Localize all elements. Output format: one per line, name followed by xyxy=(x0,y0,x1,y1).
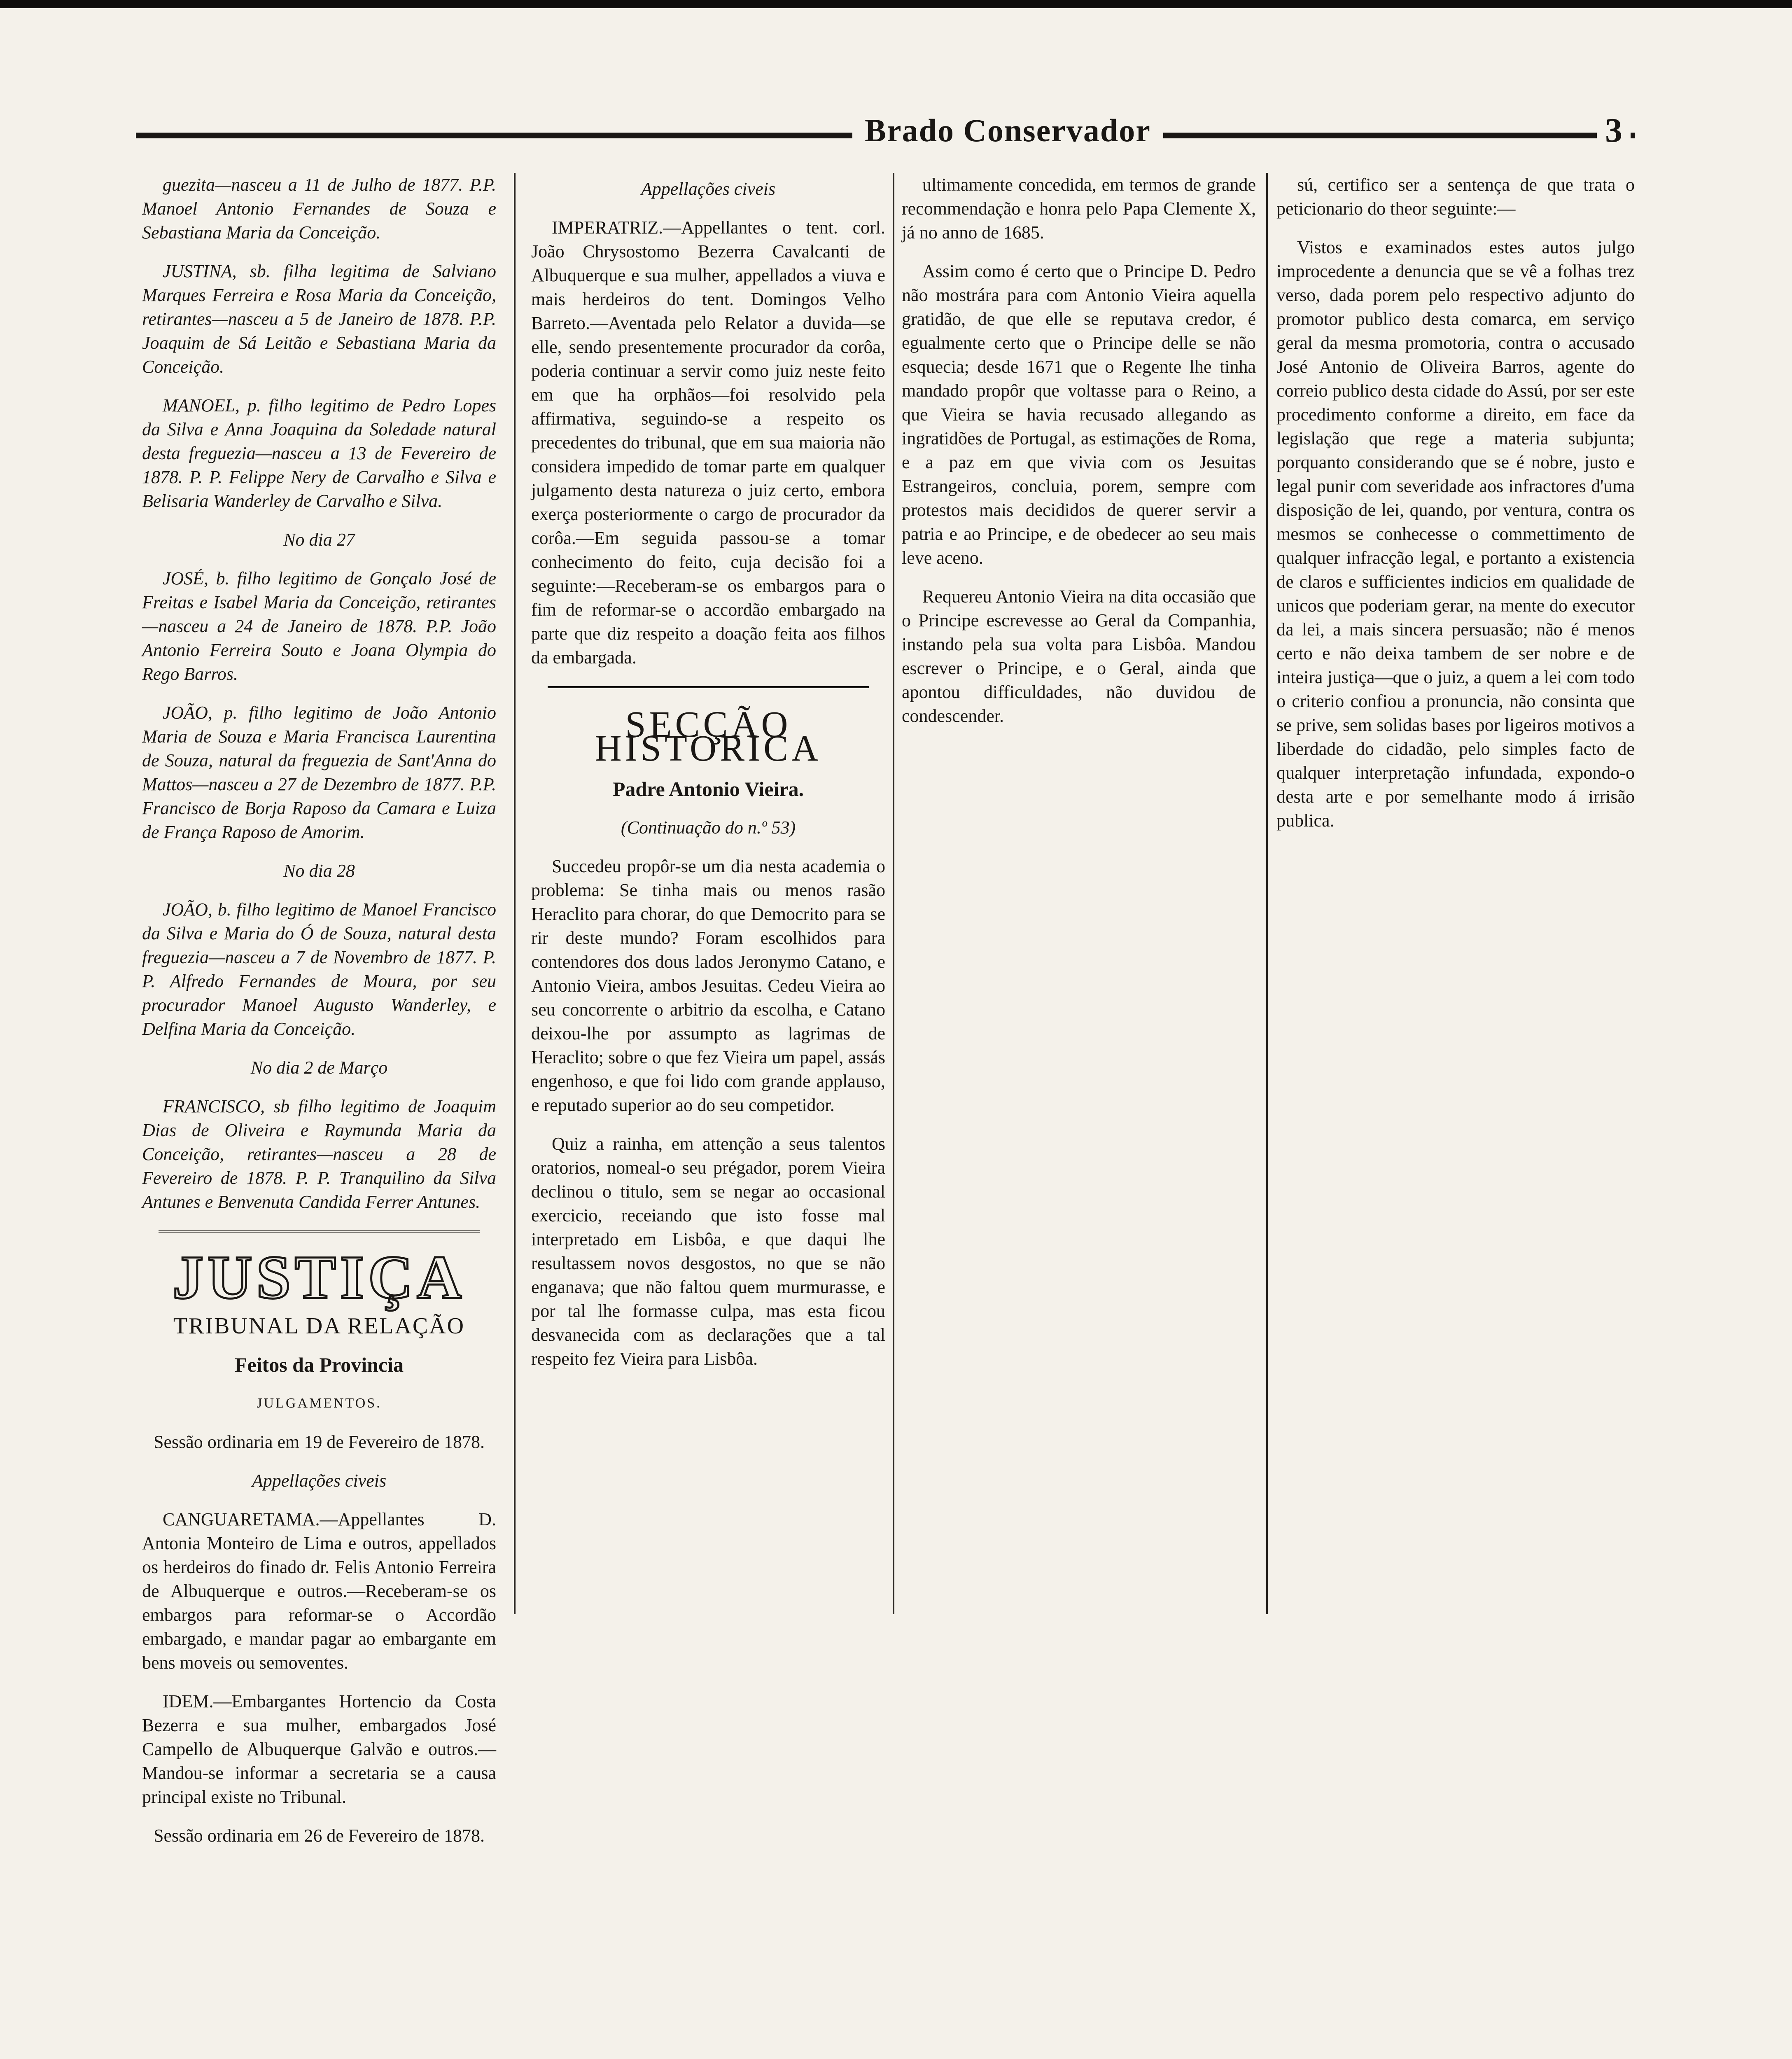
page-header xyxy=(136,107,1635,152)
session-date: Sessão ordinaria em 19 de Fevereiro de 1878. xyxy=(154,1432,485,1452)
article-paragraph: Quiz a rainha, em attenção a seus talentos oratorios, nomeal-o seu prégador, porem Vieira declinou o titulo, sem se negar ao occasional exercicio, receiando que isto fosse mal interpretado em Lisbôa, e que daqui lhe resultassem novos desgostos, no que se não enganava; que não faltou quem murmurasse, e por tal lhe formasse culpa, mas esta ficou desvanecida com as declarações que a tal respeito fez Vieira para Lisbôa. xyxy=(531,1134,885,1369)
article-paragraph: Requereu Antonio Vieira na dita occasião que o Principe escrevesse ao Geral da Companhia, instando pela sua volta para Lisbôa. Mandou escrever o Principe, e o Geral, ainda que apontou difficuldades, não duvidou de condescender. xyxy=(902,586,1256,726)
date-heading: No dia 27 xyxy=(283,530,355,550)
page-number: 3 xyxy=(1597,110,1631,150)
section-separator xyxy=(159,1230,480,1233)
baptism-entry: guezita—nasceu a 11 de Julho de 1877. P.P. Manoel Antonio Fernandes de Souza e Sebastiana Maria da Conceição. xyxy=(142,175,496,243)
sentence-paragraph: sú, certifico ser a sentença de que trata o peticionario do theor seguinte:— xyxy=(1276,175,1635,219)
baptism-entry: JOÃO, p. filho legitimo de João Antonio Maria de Souza e Maria Francisca Laurentina de Souza, natural da freguezia de Sant'Anna do Mattos—nasceu a 27 de Dezembro de 1877. P.P. Francisco de Borja Raposo da Camara e Luiza de França Raposo de Amorim. xyxy=(142,703,496,842)
top-border xyxy=(0,0,1792,8)
case-entry: IDEM.—Embargantes Hortencio da Costa Bezerra e sua mulher, embargados José Campello de Albuquerque Galvão e outros.—Mandou-se informar a secretaria se a causa principal existe no Tribunal. xyxy=(142,1691,496,1807)
newspaper-title: Brado Conservador xyxy=(852,112,1163,149)
column-2 xyxy=(531,173,885,1386)
justica-heading: JUSTIÇA xyxy=(173,1243,466,1312)
article-paragraph: ultimamente concedida, em termos de grande recommendação e honra pelo Papa Clemente X, já no anno de 1685. xyxy=(902,175,1256,243)
julgamentos-heading: JULGAMENTOS. xyxy=(257,1396,382,1411)
column-4 xyxy=(1276,173,1635,847)
column-1 xyxy=(142,173,496,1863)
column-divider xyxy=(893,173,894,1614)
historical-section-heading: SECÇÃO HISTORICA xyxy=(595,704,822,769)
article-paragraph: Assim como é certo que o Principe D. Pedro não mostrára para com Antonio Vieira aquella gratidão, de que elle se reputava credor, é egualmente certo que o Principe delle se não esquecia; desde 1671 que o Regente lhe tinha mandado propôr que voltasse para o Reino, a que Vieira se havia recusado allegando as ingratidões de Portugal, as estimações de Roma, e a paz em que vivia com os Jesuitas Estrangeiros, concluia, porem, sempre com protestos mais decididos de querer servir a patria e ao Principe, e de obedecer ao seu mais leve aceno. xyxy=(902,261,1256,568)
baptism-entry: JOSÉ, b. filho legitimo de Gonçalo José de Freitas e Isabel Maria da Conceição, retirantes—nasceu a 24 de Janeiro de 1878. P.P. João Antonio Ferreira Souto e Joana Olympia do Rego Barros. xyxy=(142,568,496,684)
feitos-heading: Feitos da Provincia xyxy=(234,1353,404,1376)
appeals-heading: Appellações civeis xyxy=(252,1471,387,1491)
baptism-entry: JUSTINA, sb. filha legitima de Salviano Marques Ferreira e Rosa Maria da Conceição, retirantes—nasceu a 5 de Janeiro de 1878. P.P. Joaquim de Sá Leitão e Sebastiana Maria da Conceição. xyxy=(142,261,496,377)
case-entry: IMPERATRIZ.—Appellantes o tent. corl. João Chrysostomo Bezerra Cavalcanti de Albuquerque e sua mulher, appellados a viuva e mais herdeiros do tent. Domingos Velho Barreto.—Aventada pelo Relator a duvida—se elle, sendo presentemente procurador da corôa, poderia continuar a servir como juiz neste feito em que ha orphãos—foi resolvido pela affirmativa, seguindo-se a respeito os precedentes do tribunal, que em sua maioria não considera impedido de tomar parte em qualquer julgamento desta natureza o juiz certo, embora exerça posteriormente o cargo de procurador da corôa.—Em seguida passou-se a tomar conhecimento do feito, cuja decisão foi a seguinte:—Receberam-se os embargos para o fim de reformar-se o accordão embargado na parte que diz respeito a doação feita aos filhos da embargada. xyxy=(531,217,885,668)
column-divider xyxy=(1266,173,1268,1614)
baptism-entry: MANOEL, p. filho legitimo de Pedro Lopes da Silva e Anna Joaquina da Soledade natural desta freguezia—nasceu a 13 de Fevereiro de 1878. P. P. Felippe Nery de Carvalho e Silva e Belisaria Wanderley de Carvalho e Silva. xyxy=(142,395,496,511)
session-date: Sessão ordinaria em 26 de Fevereiro de 1878. xyxy=(154,1826,485,1846)
date-heading: No dia 2 de Março xyxy=(250,1058,388,1078)
baptism-entry: FRANCISCO, sb filho legitimo de Joaquim Dias de Oliveira e Raymunda Maria da Conceição, retirantes—nasceu a 28 de Fevereiro de 1878. P. P. Tranquilino da Silva Antunes e Benvenuta Candida Ferrer Antunes. xyxy=(142,1096,496,1212)
article-paragraph: Succedeu propôr-se um dia nesta academia o problema: Se tinha mais ou menos rasão Heraclito para chorar, do que Democrito para se rir deste mundo? Foram escolhidos para contendores dos dous lados Jeronymo Catano, e Antonio Vieira, ambos Jesuitas. Cedeu Vieira ao seu concorrente o arbitrio da escolha, e Catano deixou-lhe por assumpto as lagrimas de Heraclito; sobre o que fez Vieira um papel, assás engenhoso, e que foi lido com grande applauso, e reputado superior ao do seu competidor. xyxy=(531,856,885,1115)
date-heading: No dia 28 xyxy=(283,861,355,881)
column-3 xyxy=(902,173,1256,743)
baptism-entry: JOÃO, b. filho legitimo de Manoel Francisco da Silva e Maria do Ó de Souza, natural desta freguezia—nasceu a 7 de Novembro de 1877. P. P. Alfredo Fernandes de Moura, por seu procurador Manoel Augusto Wanderley, e Delfina Maria da Conceição. xyxy=(142,899,496,1039)
appeals-heading: Appellações civeis xyxy=(641,179,776,199)
column-divider xyxy=(514,173,516,1614)
article-title: Padre Antonio Vieira. xyxy=(612,777,804,801)
section-separator xyxy=(548,686,869,688)
sentence-paragraph: Vistos e examinados estes autos julgo improcedente a denuncia que se vê a folhas trez verso, dada porem pelo respectivo adjunto do promotor publico desta comarca, em serviço geral da mesma promotoria, contra o accusado José Antonio de Oliveira Barros, agente do correio publico desta cidade do Assú, por ser este procedimento conforme a direito, em face da legislação que rege a materia subjunta; porquanto considerando que se é nobre, justo e legal punir com severidade aos infractores d'uma disposição de lei, quando, por ventura, contra os mesmos se conhecesse o commettimento de qualquer infracção legal, e portanto a existencia de claros e sufficientes indicios em qualidade de unicos que poderiam gerar, na mente do executor da lei, a mais sincera persuasão; não é menos certo e não deixa tambem de ser nobre e de inteira justiça—que o juiz, a quem a lei com todo o criterio confiou a pronuncia, não consinta que se prive, sem solidas bases por ligeiros motivos a liberdade do cidadão, pelo simples facto de qualquer interpretação infundada, expondo-o desta arte e por semelhante modo á irrisão publica. xyxy=(1276,237,1635,831)
tribunal-heading: TRIBUNAL DA RELAÇÃO xyxy=(173,1313,465,1339)
case-entry: CANGUARETAMA.—Appellantes D. Antonia Monteiro de Lima e outros, appellados os herdeiros do finado dr. Felis Antonio Ferreira de Albuquerque e outros.—Receberam-se os embargos para reformar-se o Accordão embargado, e mandar pagar ao embargante em bens moveis ou semoventes. xyxy=(142,1509,496,1673)
continuation-note: (Continuação do n.º 53) xyxy=(621,817,796,838)
